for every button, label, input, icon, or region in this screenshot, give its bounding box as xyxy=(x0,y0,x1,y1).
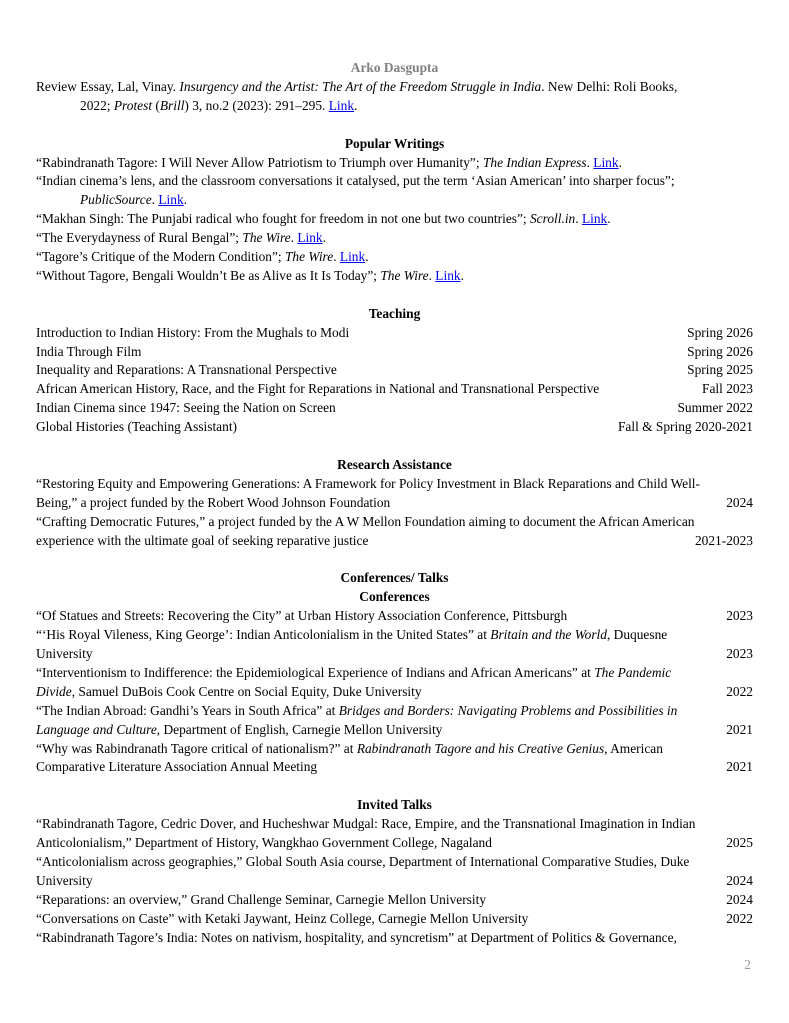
entry-line xyxy=(36,607,753,626)
text-segment: “Reparations: an overview,” Grand Challenge Seminar, Carnegie Mellon University xyxy=(36,891,487,907)
section-title: Research Assistance xyxy=(337,456,452,472)
text-segment: The Pandemic xyxy=(594,664,672,680)
entry xyxy=(36,626,753,664)
entry xyxy=(36,475,753,513)
entry-date: 2021 xyxy=(726,721,753,737)
text-segment: “Interventionism to Indifference: the Epidemiological Experience of Indians and African Americans” at xyxy=(36,664,595,680)
text-segment: experience with the ultimate goal of seeking reparative justice xyxy=(36,532,369,548)
text-segment: . xyxy=(183,192,188,208)
text-segment: Anticolonialism,” Department of History, Wangkhao Government College, Nagaland xyxy=(36,835,492,851)
entry xyxy=(36,343,753,362)
text-segment: Inequality and Reparations: A Transnational Perspective xyxy=(36,362,337,378)
header-name: Arko Dasgupta xyxy=(350,60,439,75)
entry-line xyxy=(36,702,753,721)
text-segment: . xyxy=(428,267,436,283)
entry xyxy=(36,910,753,929)
entry-line xyxy=(36,872,753,891)
entry xyxy=(36,891,753,910)
entry-line xyxy=(36,721,753,740)
entry-line xyxy=(36,664,753,683)
link[interactable]: Link xyxy=(158,192,184,208)
section-title: Conferences/ Talks xyxy=(340,570,449,586)
entry xyxy=(36,740,753,778)
entry xyxy=(36,267,753,286)
entry-date: 2022 xyxy=(726,910,753,926)
text-segment: . xyxy=(575,211,582,227)
text-segment: . xyxy=(354,97,358,113)
entry xyxy=(36,361,753,380)
link[interactable]: Link xyxy=(581,211,608,227)
entry xyxy=(36,248,753,267)
text-segment: “Without Tagore, Bengali Wouldn’t Be as Alive as It Is Today”; xyxy=(36,267,381,283)
text-segment: “Of Statues and Streets: Recovering the City” at Urban History Association Conference, Pittsburgh xyxy=(36,608,568,624)
text-segment: Comparative Literature Association Annual Meeting xyxy=(36,759,318,775)
entry-line xyxy=(36,380,753,399)
entry-line xyxy=(36,343,753,362)
text-segment: The Indian Express xyxy=(482,154,587,170)
section xyxy=(36,569,753,777)
entry-date: 2023 xyxy=(726,646,753,662)
link[interactable]: Link xyxy=(297,230,323,246)
text-segment: The Wire xyxy=(242,230,291,246)
text-segment: , Department of English, Carnegie Mellon University xyxy=(156,721,443,737)
entry-line xyxy=(36,683,753,702)
text-segment: African American History, Race, and the Fight for Reparations in National and Transnational Perspective xyxy=(36,381,600,397)
entry xyxy=(36,229,753,248)
text-segment: . xyxy=(333,249,340,265)
text-segment: PublicSource xyxy=(80,192,152,208)
entry-date: Summer 2022 xyxy=(677,400,753,416)
text-segment: “Makhan Singh: The Punjabi radical who fought for freedom in not one but two countries”; xyxy=(36,211,530,227)
section-title: Conferences xyxy=(359,589,430,605)
entry xyxy=(36,607,753,626)
text-segment: “Restoring Equity and Empowering Generations: A Framework for Policy Investment in Black Reparations and Child Well- xyxy=(36,475,700,491)
section xyxy=(36,78,753,116)
section-title: Teaching xyxy=(368,305,421,321)
text-segment: Insurgency and the Artist: The Art of the Freedom Struggle in India xyxy=(179,78,542,94)
text-segment: University xyxy=(36,872,93,888)
entry-line xyxy=(36,475,753,494)
text-segment: “The Indian Abroad: Gandhi’s Years in South Africa” at xyxy=(36,702,339,718)
entry xyxy=(36,853,753,891)
page-number: 2 xyxy=(744,957,751,972)
entry xyxy=(36,172,753,210)
text-segment: 2022; xyxy=(80,97,114,113)
entry xyxy=(36,815,753,853)
text-segment: The Wire xyxy=(380,267,429,283)
entry-line xyxy=(36,758,753,777)
entry-date: 2024 xyxy=(726,891,753,907)
link[interactable]: Link xyxy=(339,249,366,265)
text-segment: . xyxy=(586,154,594,170)
link[interactable]: Link xyxy=(328,97,355,113)
entry-date: 2022 xyxy=(726,683,753,699)
text-segment: . xyxy=(151,192,159,208)
text-segment: . xyxy=(290,230,298,246)
entry-line xyxy=(36,399,753,418)
text-segment: , Samuel DuBois Cook Centre on Social Equity, Duke University xyxy=(71,683,422,699)
entry-date: 2021 xyxy=(726,759,753,775)
text-segment: Scroll.in xyxy=(529,211,576,227)
text-segment: Brill xyxy=(159,97,185,113)
entry-line xyxy=(36,191,753,210)
text-segment: “Rabindranath Tagore: I Will Never Allow Patriotism to Triumph over Humanity”; xyxy=(36,154,483,170)
text-segment: . xyxy=(607,211,611,227)
entry-line xyxy=(36,210,753,229)
entry xyxy=(36,154,753,173)
text-segment: Introduction to Indian History: From the Mughals to Modi xyxy=(36,324,350,340)
text-segment: “The Everydayness of Rural Bengal”; xyxy=(36,230,243,246)
entry-line xyxy=(36,910,753,929)
text-segment: Rabindranath Tagore and his Creative Genius xyxy=(356,740,605,756)
entry-date: Fall & Spring 2020-2021 xyxy=(617,419,753,435)
entry-date: 2024 xyxy=(726,494,753,510)
entry-line xyxy=(36,532,753,551)
entry-date: 2024 xyxy=(726,872,753,888)
link[interactable]: Link xyxy=(593,154,619,170)
text-segment: . xyxy=(365,249,369,265)
entry-line xyxy=(36,891,753,910)
entry-line xyxy=(36,418,753,437)
text-segment: . xyxy=(618,154,622,170)
text-segment: Global Histories (Teaching Assistant) xyxy=(36,419,238,435)
text-segment: University xyxy=(36,646,93,662)
entry-line xyxy=(36,645,753,664)
entry-date: Fall 2023 xyxy=(702,381,753,397)
text-segment: Protest xyxy=(113,97,153,113)
text-segment: ) 3, no.2 (2023): 291–295. xyxy=(184,97,329,113)
text-segment: “Crafting Democratic Futures,” a project funded by the A W Mellon Foundation aiming to document the African American xyxy=(36,513,695,529)
text-segment: Bridges and Borders: Navigating Problems and Possibilities in xyxy=(338,702,678,718)
section-title: Popular Writings xyxy=(344,135,445,151)
entry-date: Spring 2026 xyxy=(687,324,753,340)
entry-line xyxy=(36,361,753,380)
entry-line xyxy=(36,815,753,834)
text-segment: “Tagore’s Critique of the Modern Condition”; xyxy=(36,249,285,265)
entry-line xyxy=(36,834,753,853)
text-segment: Review Essay, Lal, Vinay. xyxy=(36,78,180,94)
entry-line xyxy=(36,324,753,343)
entry-line xyxy=(36,248,753,267)
entry xyxy=(36,418,753,437)
entry xyxy=(36,702,753,740)
section-title: Invited Talks xyxy=(357,797,432,813)
text-segment: Language and Culture xyxy=(36,721,157,737)
entry-date: Spring 2026 xyxy=(687,343,753,359)
text-segment: ( xyxy=(152,97,160,113)
text-segment: “Why was Rabindranath Tagore critical of nationalism?” at xyxy=(36,740,357,756)
entry-line xyxy=(36,267,753,286)
entry-line xyxy=(36,78,753,97)
text-segment: India Through Film xyxy=(36,343,142,359)
section xyxy=(36,456,753,551)
entry xyxy=(36,324,753,343)
entry-line xyxy=(36,172,753,191)
section xyxy=(36,305,753,437)
entry-line xyxy=(36,229,753,248)
entry xyxy=(36,210,753,229)
entry xyxy=(36,664,753,702)
text-segment: The Wire xyxy=(284,249,334,265)
text-segment: “Rabindranath Tagore’s India: Notes on nativism, hospitality, and syncretism” at Department of Politics & Governance, xyxy=(36,929,677,945)
text-segment: “Indian cinema’s lens, and the classroom conversations it catalysed, put the term ‘Asian American’ into sharper focus”; xyxy=(36,173,675,189)
text-segment: , Duquesne xyxy=(606,627,668,643)
text-segment: Indian Cinema since 1947: Seeing the Nation on Screen xyxy=(36,400,336,416)
link[interactable]: Link xyxy=(435,267,461,283)
entry-line xyxy=(36,494,753,513)
text-segment: Being,” a project funded by the Robert Wood Johnson Foundation xyxy=(36,494,391,510)
text-segment: “Rabindranath Tagore, Cedric Dover, and Hucheshwar Mudgal: Race, Empire, and the Transnational Imagination in Indian xyxy=(36,816,696,832)
text-segment: . xyxy=(460,267,464,283)
entry xyxy=(36,929,753,948)
text-segment: . New Delhi: Roli Books, xyxy=(541,78,678,94)
text-segment: Divide xyxy=(36,683,72,699)
entry-date: Spring 2025 xyxy=(687,362,753,378)
entry-line xyxy=(36,513,753,532)
entry-date: 2023 xyxy=(726,608,753,624)
text-segment: “Anticolonialism across geographies,” Global South Asia course, Department of International Comparative Studies, Duke xyxy=(36,853,690,869)
entry xyxy=(36,513,753,551)
text-segment: “Conversations on Caste” with Ketaki Jaywant, Heinz College, Carnegie Mellon University xyxy=(36,910,529,926)
entry-line xyxy=(36,740,753,759)
entry-line xyxy=(36,97,753,116)
entry xyxy=(36,78,753,116)
entry-line xyxy=(36,853,753,872)
section xyxy=(36,135,753,286)
text-segment: . xyxy=(322,230,326,246)
entry-date: 2021-2023 xyxy=(694,532,753,548)
text-segment: Britain and the World xyxy=(490,627,607,643)
entry xyxy=(36,399,753,418)
entry-line xyxy=(36,626,753,645)
entry xyxy=(36,380,753,399)
page-content xyxy=(36,59,753,948)
entry-date: 2025 xyxy=(726,835,753,851)
entry-line xyxy=(36,154,753,173)
entry-line xyxy=(36,929,753,948)
document-body xyxy=(36,78,753,948)
section xyxy=(36,796,753,947)
text-segment: “‘His Royal Vileness, King George’: Indian Anticolonialism in the United States” at xyxy=(36,627,491,643)
text-segment: , American xyxy=(604,740,663,756)
